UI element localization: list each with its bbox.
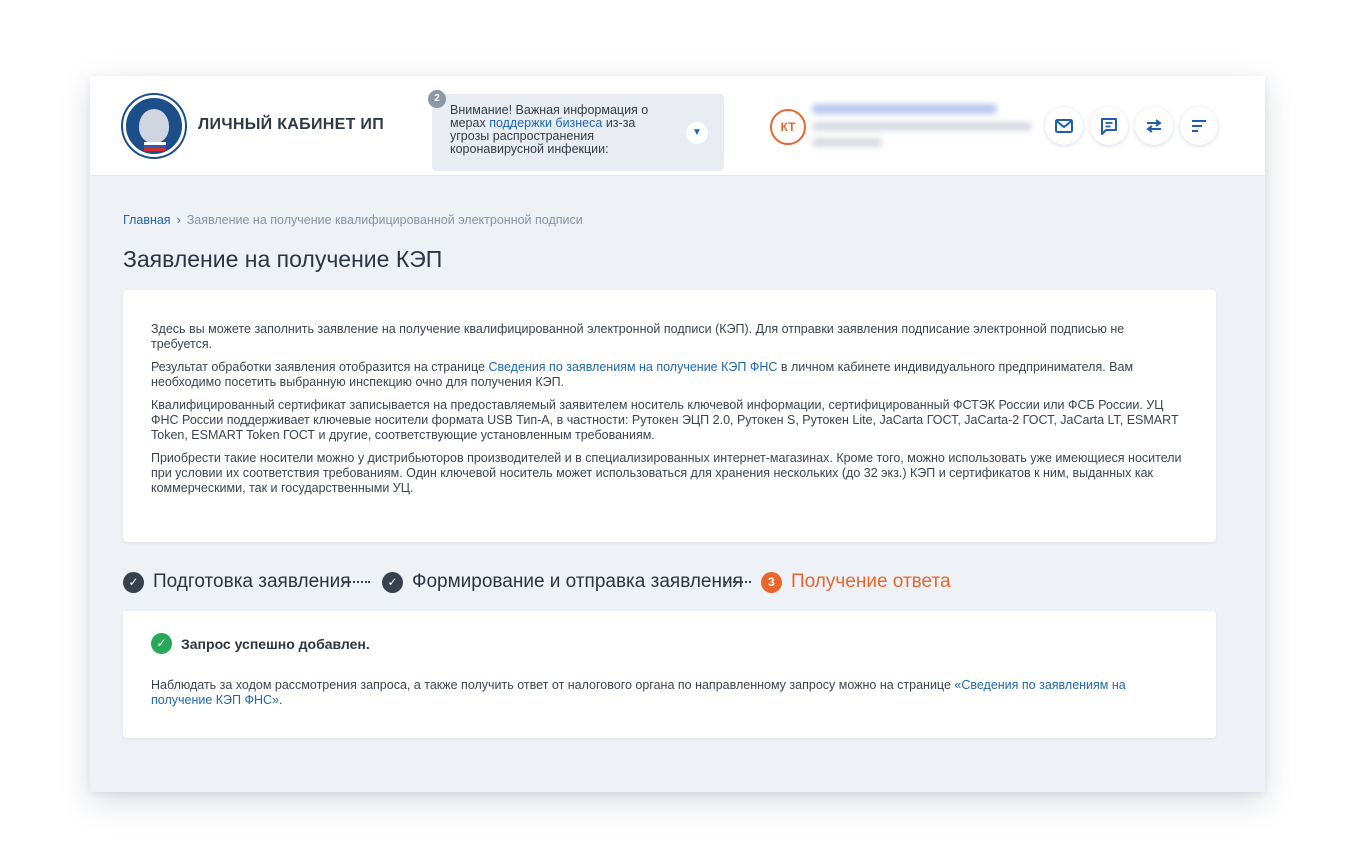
success-message: ✓ Запрос успешно добавлен. — [151, 633, 1188, 654]
header — [90, 76, 1265, 176]
result-text: Наблюдать за ходом рассмотрения запроса, а также получить ответ от налогового органа по направленному запросу можно на странице «Сведения по заявлениям на получение КЭП ФНС». — [151, 678, 1126, 707]
info-paragraph: Здесь вы можете заполнить заявление на получение квалифицированной электронной подписи (КЭП). Для отправки заявления подписание электронной подписью не требуется. — [151, 322, 1125, 351]
breadcrumb-current: Заявление на получение квалифицированной электронной подписи — [186, 213, 583, 227]
notice-text: Внимание! Важная информация о мерах поддержки бизнеса из-за угрозы распространения коронавирусной инфекции: — [450, 103, 649, 156]
applications-status-link[interactable]: «Сведения по заявлениям на получение КЭП ФНС» — [151, 678, 1126, 707]
mail-icon[interactable] — [1045, 107, 1083, 145]
step-number-icon: 3 — [761, 572, 782, 593]
success-check-icon: ✓ — [151, 633, 172, 654]
avatar[interactable]: КТ — [770, 109, 806, 145]
info-paragraph: Результат обработки заявления отобразится на странице Сведения по заявлениям на получение КЭП ФНС в личном кабинете индивидуального предпринимателя. Вам необходимо посетить выбранную инспекцию очно для получения КЭП. — [151, 360, 1134, 389]
step-preparation: ✓ Подготовка заявления — [123, 570, 351, 594]
step-submission: ✓ Формирование и отправка заявления — [382, 570, 743, 594]
user-info-redacted[interactable] — [812, 104, 1032, 154]
switch-icon[interactable] — [1135, 107, 1173, 145]
step-connector — [342, 581, 370, 583]
breadcrumb — [123, 213, 583, 227]
message-icon[interactable] — [1090, 107, 1128, 145]
applications-link[interactable]: Сведения по заявлениям на получение КЭП ФНС — [488, 360, 778, 374]
app-window — [90, 76, 1265, 792]
step-response: 3 Получение ответа — [761, 570, 951, 594]
result-card — [123, 611, 1216, 738]
info-card — [123, 290, 1216, 542]
check-icon: ✓ — [382, 572, 403, 593]
cabinet-title[interactable]: ЛИЧНЫЙ КАБИНЕТ ИП — [198, 116, 384, 133]
notice-count-badge: 2 — [428, 90, 446, 108]
check-icon: ✓ — [123, 572, 144, 593]
menu-icon[interactable] — [1180, 107, 1218, 145]
info-paragraph: Приобрести такие носители можно у дистрибьюторов производителей и в специализированных интернет-магазинах. Кроме того, можно использовать уже имеющиеся носители при условии их соответствия требованиям. Один ключевой носитель может использоваться для хранения нескольких (до 32 экз.) КЭП и сертификатов к ним, выданных как коммерческими, так и государственными УЦ. — [151, 451, 1182, 495]
fns-emblem-icon[interactable] — [123, 95, 185, 157]
notice-link[interactable]: поддержки бизнеса — [489, 116, 603, 130]
step-connector — [724, 581, 751, 583]
info-paragraph: Квалифицированный сертификат записывается на предоставляемый заявителем носитель ключевой информации, сертифицированный ФСТЭК России или ФСБ России. УЦ ФНС России поддерживает ключевые носители формата USB Тип-А, в частности: Рутокен ЭЦП 2.0, Рутокен S, Рутокен Lite, JaCarta ГОСТ, JaCarta-2 ГОСТ, JaCarta LT, ESMART Token, ESMART Token ГОСТ и другие, соответствующие установленным требованиям. — [151, 398, 1179, 442]
breadcrumb-separator: › — [176, 213, 181, 227]
notice-banner[interactable] — [432, 94, 724, 171]
page-title: Заявление на получение КЭП — [123, 246, 443, 272]
breadcrumb-home[interactable]: Главная — [123, 213, 171, 227]
chevron-down-icon[interactable]: ▼ — [686, 122, 708, 144]
